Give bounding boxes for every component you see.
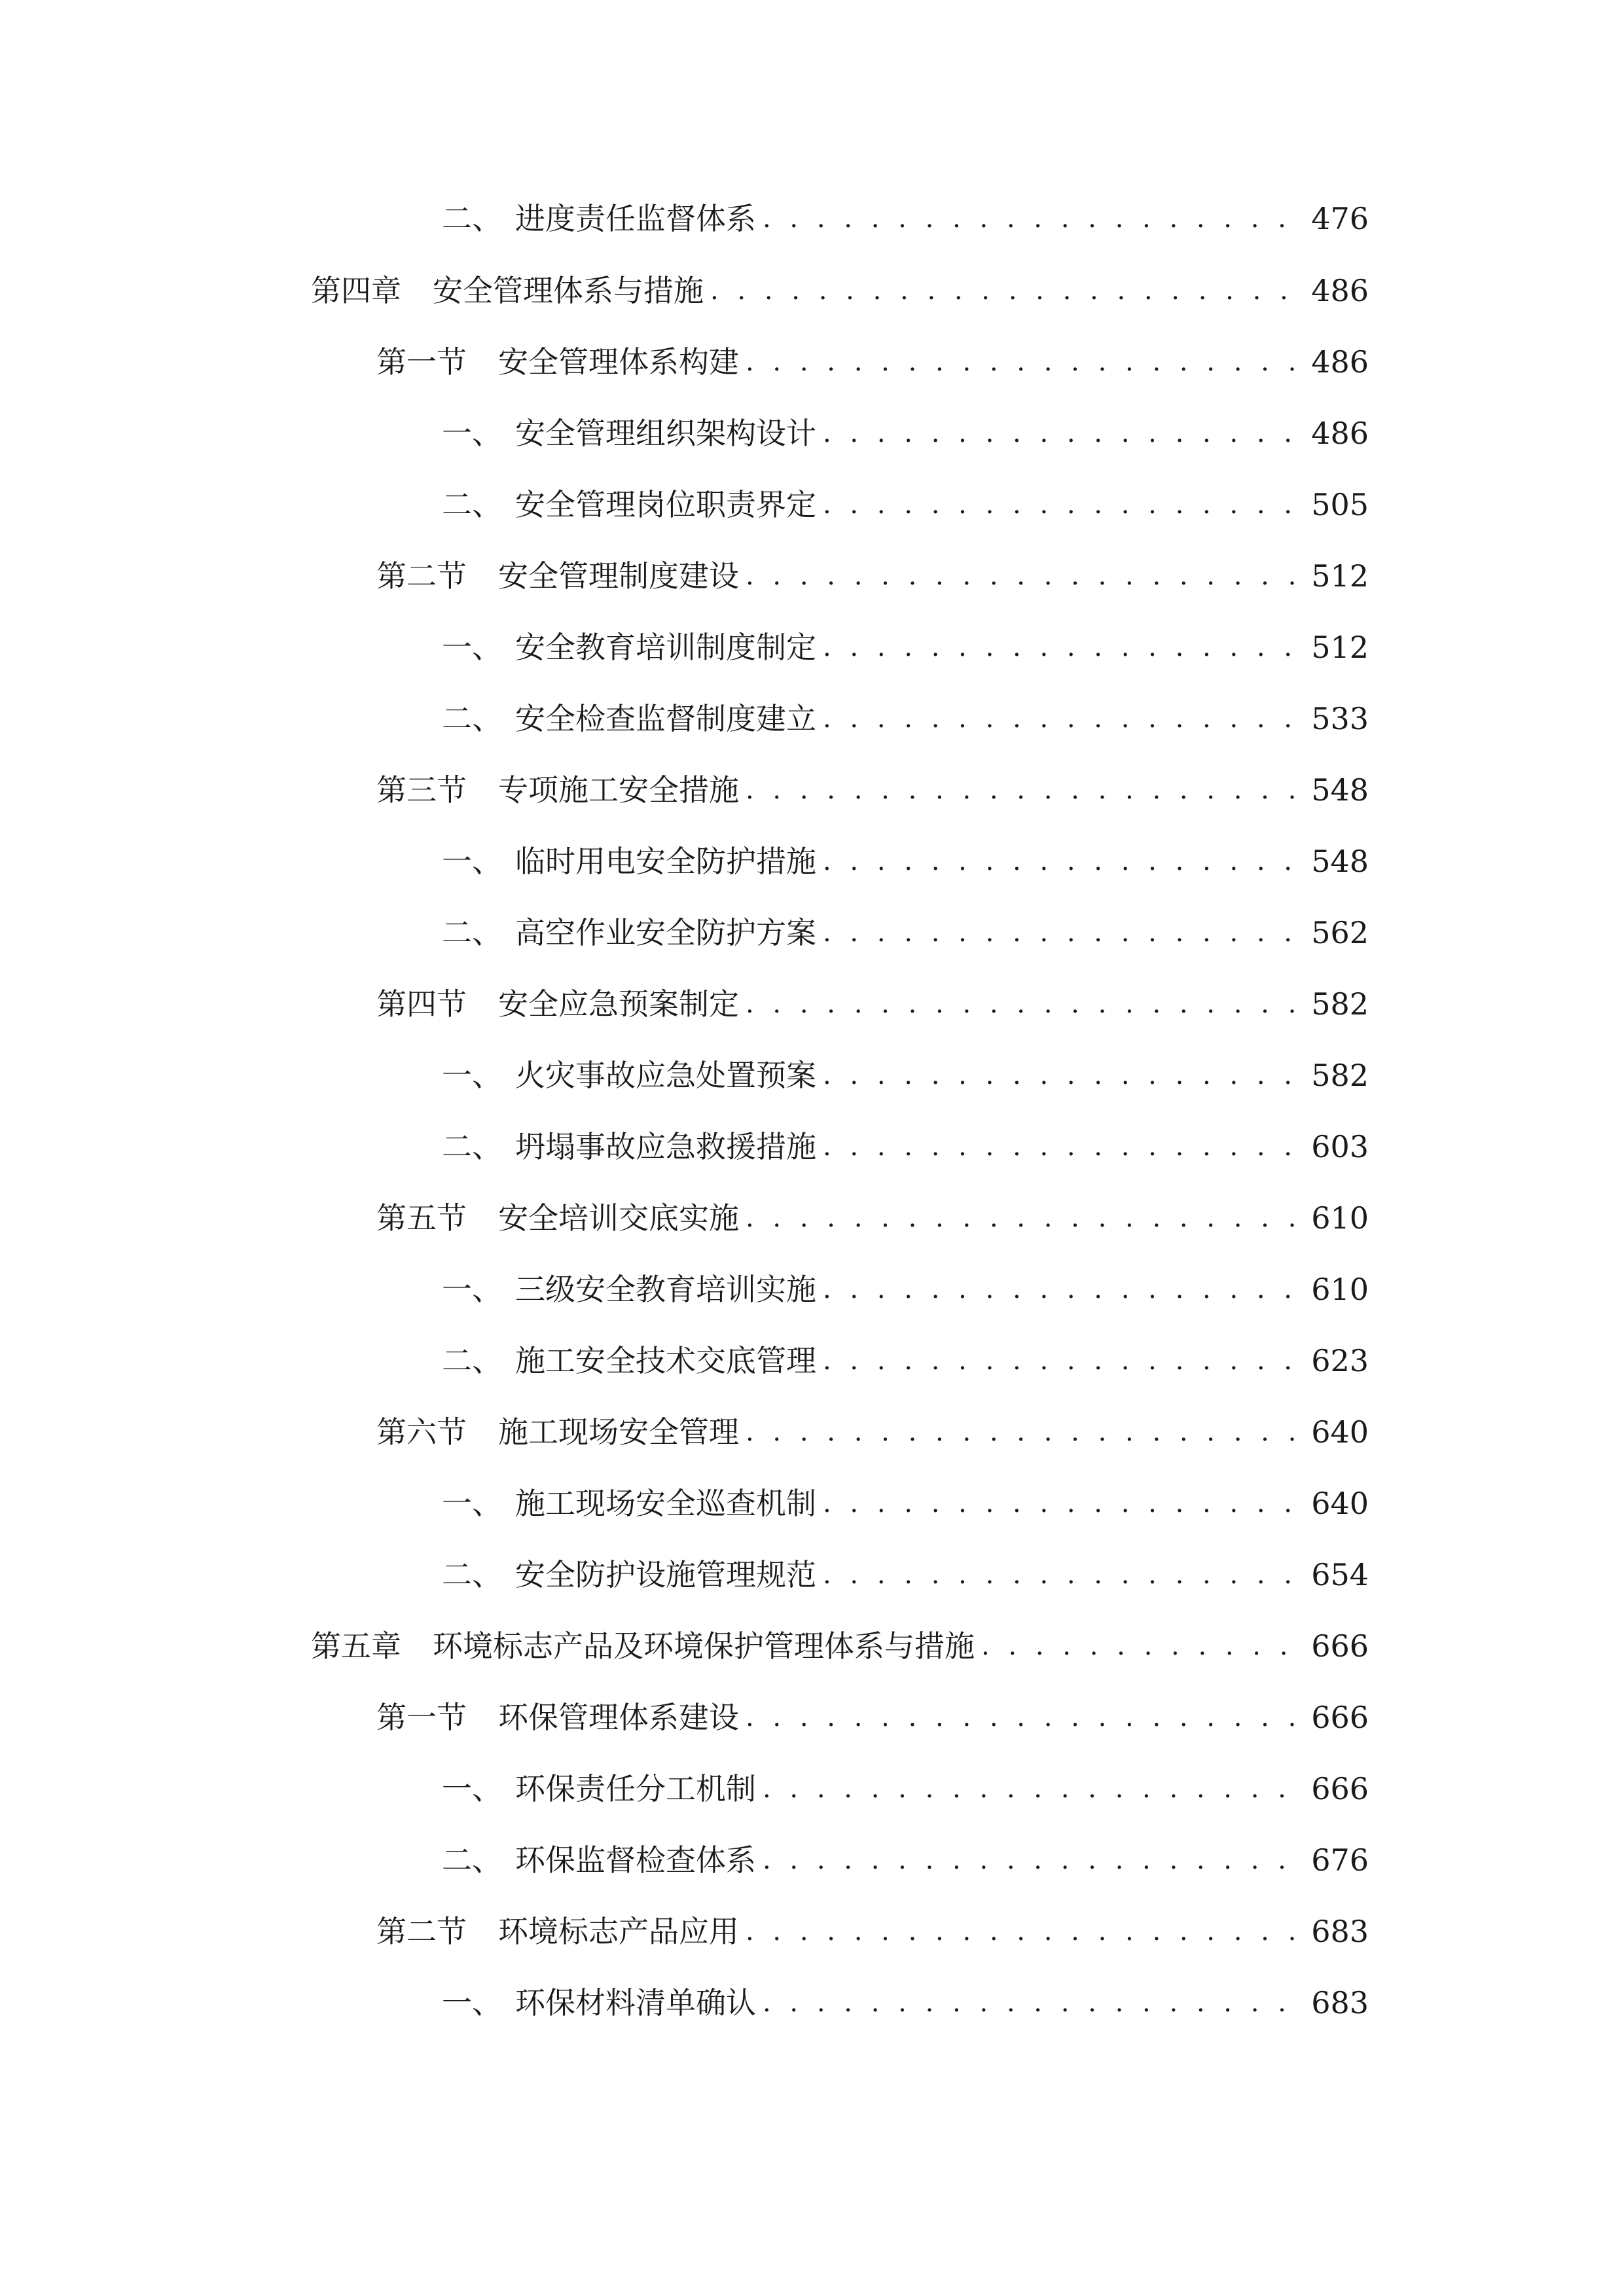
entry-label: 第四章 <box>311 273 401 308</box>
entry-label: 二、 <box>442 915 502 950</box>
entry-title: 安全检查监督制度建立 <box>515 701 816 736</box>
entry-title: 坍塌事故应急救援措施 <box>515 1129 816 1164</box>
entry-label: 二、 <box>442 1842 502 1878</box>
entry-label: 二、 <box>442 1557 502 1592</box>
toc-entry[interactable] <box>442 1263 1369 1316</box>
entry-label: 第一节 <box>376 1700 467 1735</box>
dot-leader <box>746 1905 1297 1958</box>
entry-page-number: 582 <box>1311 986 1369 1022</box>
entry-title: 环保责任分工机制 <box>515 1771 756 1806</box>
dot-leader <box>746 1192 1297 1244</box>
toc-entry[interactable] <box>376 550 1369 602</box>
entry-title: 安全培训交底实施 <box>498 1200 739 1236</box>
entry-label: 一、 <box>442 1985 502 2020</box>
toc-entry[interactable] <box>311 1620 1369 1672</box>
entry-page-number: 654 <box>1311 1557 1369 1592</box>
entry-title: 安全管理制度建设 <box>498 558 739 594</box>
entry-page-number: 610 <box>1311 1272 1369 1307</box>
entry-page-number: 512 <box>1311 558 1369 594</box>
entry-page-number: 548 <box>1311 772 1369 808</box>
entry-page-number: 640 <box>1311 1414 1369 1450</box>
toc-entry[interactable] <box>442 192 1369 245</box>
entry-title: 安全管理体系与措施 <box>433 273 704 308</box>
dot-leader <box>746 336 1297 388</box>
entry-title: 环境标志产品应用 <box>498 1914 739 1949</box>
entry-label: 第四节 <box>376 986 467 1022</box>
entry-page-number: 548 <box>1311 844 1369 879</box>
toc-entry[interactable] <box>442 906 1369 959</box>
dot-leader <box>823 1477 1297 1530</box>
entry-title: 环保管理体系建设 <box>498 1700 739 1735</box>
entry-title: 安全管理组织架构设计 <box>515 416 816 451</box>
entry-title: 环保材料清单确认 <box>515 1985 756 2020</box>
dot-leader <box>746 1691 1297 1744</box>
entry-page-number: 476 <box>1311 201 1369 236</box>
entry-title: 安全防护设施管理规范 <box>515 1557 816 1592</box>
dot-leader <box>823 1549 1297 1601</box>
entry-label: 第五节 <box>376 1200 467 1236</box>
entry-page-number: 603 <box>1311 1129 1369 1164</box>
entry-label: 一、 <box>442 1486 502 1521</box>
entry-label: 二、 <box>442 201 502 236</box>
entry-page-number: 666 <box>1311 1771 1369 1806</box>
dot-leader <box>823 692 1297 745</box>
toc-entry[interactable] <box>442 1763 1369 1815</box>
entry-label: 一、 <box>442 844 502 879</box>
toc-entry[interactable] <box>442 1049 1369 1102</box>
entry-label: 一、 <box>442 416 502 451</box>
entry-page-number: 683 <box>1311 1914 1369 1949</box>
entry-label: 一、 <box>442 630 502 665</box>
entry-page-number: 533 <box>1311 701 1369 736</box>
entry-page-number: 676 <box>1311 1842 1369 1878</box>
entry-title: 施工现场安全管理 <box>498 1414 739 1450</box>
toc-entry[interactable] <box>376 1905 1369 1958</box>
entry-title: 高空作业安全防护方案 <box>515 915 816 950</box>
entry-page-number: 683 <box>1311 1985 1369 2020</box>
dot-leader <box>823 407 1297 459</box>
toc-entry[interactable] <box>442 835 1369 888</box>
entry-label: 一、 <box>442 1272 502 1307</box>
entry-label: 第一节 <box>376 344 467 380</box>
entry-title: 施工安全技术交底管理 <box>515 1343 816 1378</box>
entry-label: 第二节 <box>376 1914 467 1949</box>
entry-title: 安全教育培训制度制定 <box>515 630 816 665</box>
entry-page-number: 562 <box>1311 915 1369 950</box>
entry-page-number: 486 <box>1311 273 1369 308</box>
toc-entry[interactable] <box>376 1691 1369 1744</box>
entry-title: 安全管理岗位职责界定 <box>515 487 816 522</box>
toc-entry[interactable] <box>376 764 1369 816</box>
entry-title: 环保监督检查体系 <box>515 1842 756 1878</box>
entry-label: 二、 <box>442 487 502 522</box>
entry-title: 火灾事故应急处置预案 <box>515 1058 816 1093</box>
toc-entry[interactable] <box>442 1335 1369 1387</box>
toc-entry[interactable] <box>376 1192 1369 1244</box>
entry-label: 一、 <box>442 1058 502 1093</box>
toc-entry[interactable] <box>442 1834 1369 1886</box>
entry-title: 环境标志产品及环境保护管理体系与措施 <box>433 1628 975 1664</box>
toc-entry[interactable] <box>376 978 1369 1030</box>
dot-leader <box>763 1834 1297 1886</box>
dot-leader <box>823 1049 1297 1102</box>
entry-page-number: 486 <box>1311 344 1369 380</box>
toc-entry[interactable] <box>376 1406 1369 1458</box>
toc-entry[interactable] <box>442 1477 1369 1530</box>
entry-page-number: 666 <box>1311 1700 1369 1735</box>
toc-entry[interactable] <box>442 1549 1369 1601</box>
entry-page-number: 486 <box>1311 416 1369 451</box>
dot-leader <box>823 835 1297 888</box>
toc-entry[interactable] <box>376 336 1369 388</box>
entry-page-number: 582 <box>1311 1058 1369 1093</box>
dot-leader <box>763 1763 1297 1815</box>
dot-leader <box>710 264 1297 317</box>
toc-entry[interactable] <box>442 692 1369 745</box>
toc-entry[interactable] <box>442 621 1369 673</box>
entry-label: 第五章 <box>311 1628 401 1664</box>
entry-label: 二、 <box>442 1129 502 1164</box>
dot-leader <box>763 192 1297 245</box>
entry-page-number: 623 <box>1311 1343 1369 1378</box>
toc-entry[interactable] <box>442 1977 1369 2029</box>
dot-leader <box>823 621 1297 673</box>
dot-leader <box>763 1977 1297 2029</box>
entry-title: 专项施工安全措施 <box>498 772 739 808</box>
entry-title: 进度责任监督体系 <box>515 201 756 236</box>
dot-leader <box>981 1620 1297 1672</box>
dot-leader <box>823 478 1297 531</box>
dot-leader <box>746 550 1297 602</box>
entry-page-number: 640 <box>1311 1486 1369 1521</box>
entry-title: 临时用电安全防护措施 <box>515 844 816 879</box>
dot-leader <box>746 764 1297 816</box>
entry-page-number: 610 <box>1311 1200 1369 1236</box>
entry-label: 二、 <box>442 1343 502 1378</box>
dot-leader <box>823 1335 1297 1387</box>
dot-leader <box>746 1406 1297 1458</box>
toc-entry[interactable] <box>442 1121 1369 1173</box>
dot-leader <box>823 1121 1297 1173</box>
toc-entry[interactable] <box>442 407 1369 459</box>
entry-label: 一、 <box>442 1771 502 1806</box>
dot-leader <box>823 906 1297 959</box>
entry-page-number: 512 <box>1311 630 1369 665</box>
entry-label: 第六节 <box>376 1414 467 1450</box>
entry-title: 安全应急预案制定 <box>498 986 739 1022</box>
toc-entry[interactable] <box>311 264 1369 317</box>
dot-leader <box>746 978 1297 1030</box>
entry-page-number: 666 <box>1311 1628 1369 1664</box>
entry-page-number: 505 <box>1311 487 1369 522</box>
entry-label: 第三节 <box>376 772 467 808</box>
dot-leader <box>823 1263 1297 1316</box>
entry-title: 三级安全教育培训实施 <box>515 1272 816 1307</box>
entry-title: 施工现场安全巡查机制 <box>515 1486 816 1521</box>
entry-title: 安全管理体系构建 <box>498 344 739 380</box>
toc-entry[interactable] <box>442 478 1369 531</box>
entry-label: 第二节 <box>376 558 467 594</box>
entry-label: 二、 <box>442 701 502 736</box>
